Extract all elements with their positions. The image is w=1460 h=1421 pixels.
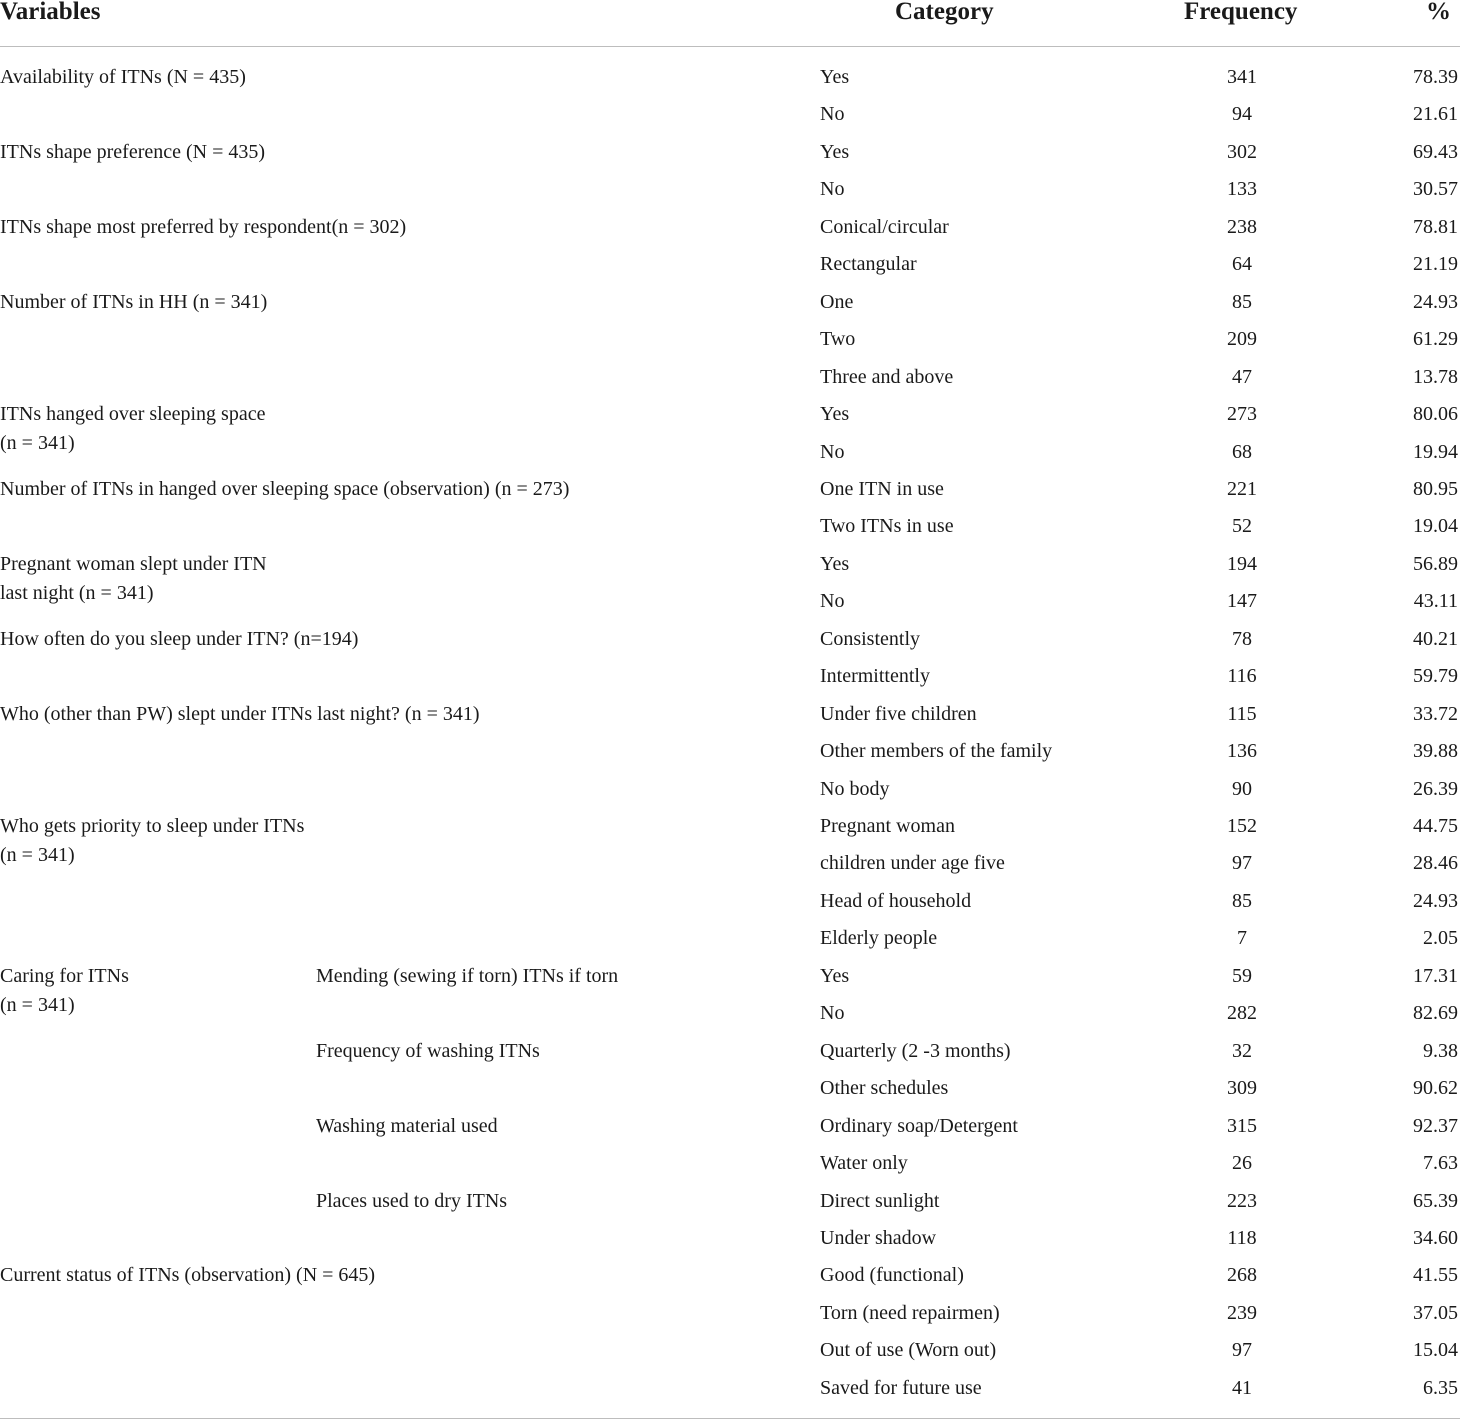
category-cell: Quarterly (2 -3 months) <box>820 1039 1011 1062</box>
frequency-cell: 221 <box>1227 477 1257 500</box>
category-cell: No <box>820 178 845 201</box>
header-variables: Variables <box>0 0 101 25</box>
percent-cell: 56.89 <box>1413 552 1458 575</box>
category-cell: One <box>820 290 854 313</box>
frequency-cell: 68 <box>1232 440 1252 463</box>
variable-label: ITNs hanged over sleeping space <box>0 403 266 426</box>
category-cell: One ITN in use <box>820 477 944 500</box>
variable-label: (n = 341) <box>0 432 75 455</box>
frequency-cell: 52 <box>1232 515 1252 538</box>
percent-cell: 40.21 <box>1413 627 1458 650</box>
percent-cell: 30.57 <box>1413 178 1458 201</box>
category-cell: Conical/circular <box>820 215 949 238</box>
percent-cell: 19.94 <box>1413 440 1458 463</box>
variable-label: Who gets priority to sleep under ITNs <box>0 815 305 837</box>
percent-cell: 80.06 <box>1413 403 1458 426</box>
percent-cell: 78.39 <box>1413 66 1458 88</box>
category-cell: Out of use (Worn out) <box>820 1339 997 1362</box>
variable-label: Number of ITNs in hanged over sleeping space (observation) (n = 273) <box>0 477 570 500</box>
variable-label: Who (other than PW) slept under ITNs last night? (n = 341) <box>0 702 480 725</box>
category-cell: Two ITNs in use <box>820 515 954 538</box>
frequency-cell: 97 <box>1232 852 1252 875</box>
percent-cell: 7.63 <box>1423 1152 1458 1175</box>
variable-label: Number of ITNs in HH (n = 341) <box>0 290 268 313</box>
subvariable-label: Places used to dry ITNs <box>316 1189 508 1212</box>
frequency-cell: 64 <box>1232 253 1252 276</box>
frequency-cell: 341 <box>1227 66 1257 88</box>
category-cell: Ordinary soap/Detergent <box>820 1114 1018 1137</box>
percent-cell: 37.05 <box>1413 1301 1458 1324</box>
percent-cell: 92.37 <box>1413 1114 1458 1137</box>
subvariable-label: Washing material used <box>316 1114 498 1137</box>
frequency-cell: 85 <box>1232 889 1252 912</box>
frequency-cell: 78 <box>1232 627 1252 650</box>
category-cell: Other schedules <box>820 1077 949 1100</box>
frequency-cell: 133 <box>1227 178 1257 201</box>
category-cell: Torn (need repairmen) <box>820 1301 1000 1324</box>
subvariable-label: Mending (sewing if torn) ITNs if torn <box>316 964 619 987</box>
frequency-cell: 315 <box>1227 1114 1257 1137</box>
category-cell: No body <box>820 777 890 800</box>
frequency-cell: 116 <box>1227 665 1257 688</box>
percent-cell: 33.72 <box>1413 702 1458 725</box>
percent-cell: 61.29 <box>1413 328 1458 351</box>
percent-cell: 21.19 <box>1413 253 1458 276</box>
category-cell: Other members of the family <box>820 740 1053 763</box>
frequency-cell: 223 <box>1227 1189 1257 1212</box>
frequency-cell: 47 <box>1232 365 1252 388</box>
category-cell: Saved for future use <box>820 1376 982 1399</box>
percent-cell: 21.61 <box>1413 103 1458 126</box>
percent-cell: 69.43 <box>1413 140 1458 163</box>
variable-label: (n = 341) <box>0 844 75 866</box>
header-rule <box>0 46 1460 47</box>
frequency-cell: 7 <box>1237 927 1247 950</box>
frequency-cell: 26 <box>1232 1152 1252 1175</box>
frequency-cell: 118 <box>1227 1226 1257 1249</box>
percent-cell: 34.60 <box>1413 1226 1458 1249</box>
percent-cell: 26.39 <box>1413 777 1458 800</box>
percent-cell: 43.11 <box>1413 590 1458 613</box>
frequency-cell: 309 <box>1227 1077 1257 1100</box>
frequency-cell: 90 <box>1232 777 1252 800</box>
variable-label: last night (n = 341) <box>0 581 154 604</box>
frequency-cell: 273 <box>1227 403 1257 426</box>
percent-cell: 59.79 <box>1413 665 1458 688</box>
category-cell: Yes <box>820 140 850 163</box>
frequency-cell: 268 <box>1227 1264 1257 1287</box>
frequency-cell: 94 <box>1232 103 1252 126</box>
header-frequency: Frequency <box>1184 0 1298 25</box>
percent-cell: 39.88 <box>1413 740 1458 763</box>
category-cell: Intermittently <box>820 665 930 688</box>
category-cell: Three and above <box>820 365 954 388</box>
percent-cell: 9.38 <box>1423 1039 1458 1062</box>
category-cell: No <box>820 440 845 463</box>
category-cell: Two <box>820 328 856 351</box>
percent-cell: 41.55 <box>1413 1264 1458 1287</box>
percent-cell: 24.93 <box>1413 889 1458 912</box>
percent-cell: 65.39 <box>1413 1189 1458 1212</box>
frequency-cell: 194 <box>1227 552 1257 575</box>
header-category: Category <box>895 0 994 25</box>
category-cell: Yes <box>820 403 850 426</box>
percent-cell: 90.62 <box>1413 1077 1458 1100</box>
category-cell: Rectangular <box>820 253 917 276</box>
category-cell: Head of household <box>820 889 972 912</box>
category-cell: Direct sunlight <box>820 1189 940 1212</box>
frequency-cell: 209 <box>1227 328 1257 351</box>
percent-cell: 2.05 <box>1423 927 1458 950</box>
category-cell: Under five children <box>820 702 977 725</box>
percent-cell: 17.31 <box>1413 964 1458 987</box>
variable-label: ITNs shape most preferred by respondent(n = 302) <box>0 215 407 238</box>
category-cell: Pregnant woman <box>820 815 955 837</box>
percent-cell: 80.95 <box>1413 477 1458 500</box>
frequency-cell: 238 <box>1227 215 1257 238</box>
frequency-cell: 85 <box>1232 290 1252 313</box>
header-percent: % <box>1426 0 1451 25</box>
percent-cell: 19.04 <box>1413 515 1458 538</box>
category-cell: Water only <box>820 1152 908 1175</box>
frequency-cell: 97 <box>1232 1339 1252 1362</box>
category-cell: Elderly people <box>820 927 938 950</box>
frequency-cell: 41 <box>1232 1376 1252 1399</box>
frequency-cell: 147 <box>1227 590 1257 613</box>
frequency-cell: 59 <box>1232 964 1252 987</box>
percent-cell: 82.69 <box>1413 1002 1458 1025</box>
percent-cell: 44.75 <box>1413 815 1458 837</box>
variable-label: Pregnant woman slept under ITN <box>0 552 267 575</box>
category-cell: Yes <box>820 552 850 575</box>
percent-cell: 78.81 <box>1413 215 1458 238</box>
percent-cell: 13.78 <box>1413 365 1458 388</box>
frequency-cell: 115 <box>1227 702 1257 725</box>
variable-label: ITNs shape preference (N = 435) <box>0 140 266 163</box>
category-cell: Consistently <box>820 627 921 650</box>
frequency-cell: 302 <box>1227 140 1257 163</box>
frequency-cell: 282 <box>1227 1002 1257 1025</box>
variable-label: How often do you sleep under ITN? (n=194) <box>0 627 359 650</box>
percent-cell: 24.93 <box>1413 290 1458 313</box>
frequency-cell: 32 <box>1232 1039 1252 1062</box>
frequency-cell: 152 <box>1227 815 1257 837</box>
category-cell: Good (functional) <box>820 1264 964 1287</box>
category-cell: No <box>820 103 845 126</box>
variable-label: Current status of ITNs (observation) (N = 645) <box>0 1264 376 1287</box>
frequency-cell: 239 <box>1227 1301 1257 1324</box>
percent-cell: 28.46 <box>1413 852 1458 875</box>
variable-label: Availability of ITNs (N = 435) <box>0 66 246 88</box>
category-cell: No <box>820 1002 845 1025</box>
table-header <box>0 0 1460 46</box>
category-cell: Yes <box>820 66 850 88</box>
category-cell: Yes <box>820 964 850 987</box>
variable-label: (n = 341) <box>0 993 75 1016</box>
subvariable-label: Frequency of washing ITNs <box>316 1039 540 1062</box>
category-cell: Under shadow <box>820 1226 937 1249</box>
variable-label: Caring for ITNs <box>0 964 129 987</box>
bottom-rule <box>0 1418 1460 1419</box>
percent-cell: 15.04 <box>1413 1339 1458 1362</box>
frequency-cell: 136 <box>1227 740 1257 763</box>
category-cell: children under age five <box>820 852 1005 875</box>
percent-cell: 6.35 <box>1423 1376 1458 1399</box>
category-cell: No <box>820 590 845 613</box>
